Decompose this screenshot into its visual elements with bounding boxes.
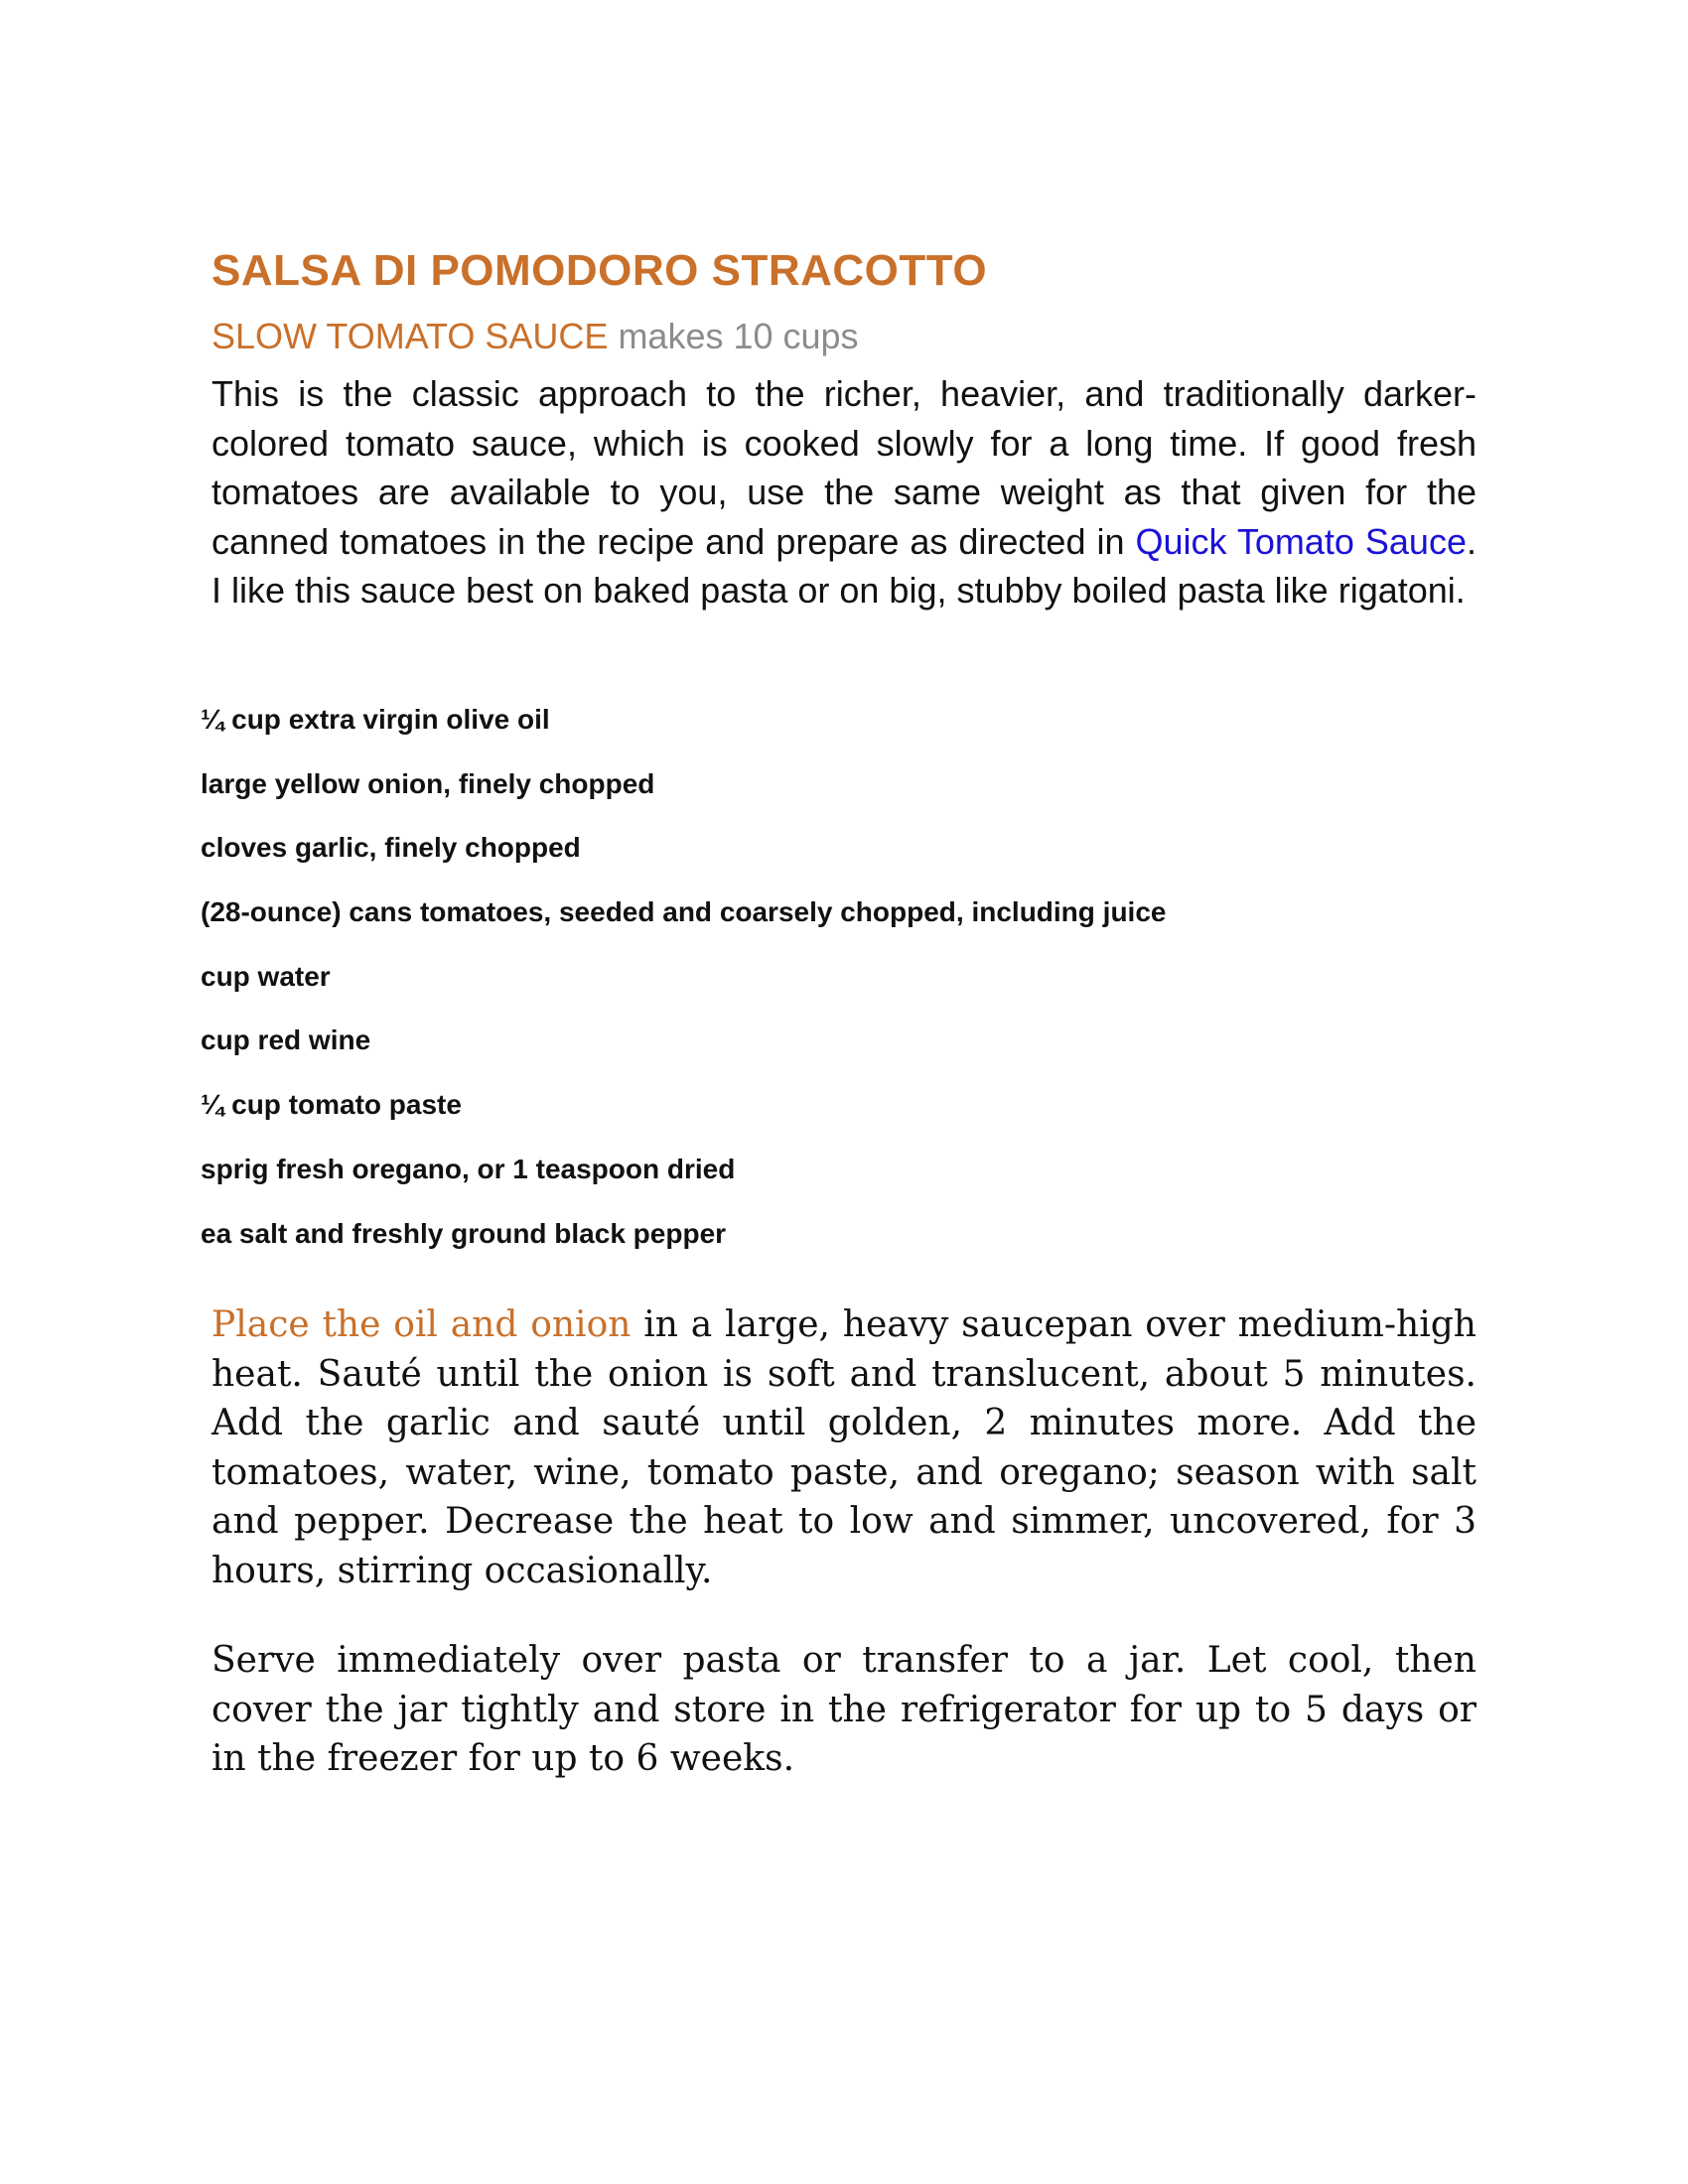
recipe-yield: makes 10 cups	[618, 316, 859, 356]
recipe-subtitle	[211, 316, 859, 357]
ingredient-item: ea salt and freshly ground black pepper	[201, 1217, 727, 1249]
ingredient-item: sprig fresh oregano, or 1 teaspoon dried	[201, 1153, 736, 1184]
quick-tomato-sauce-link[interactable]: Quick Tomato Sauce	[1135, 520, 1467, 562]
ingredient-item: ¼ cup tomato paste	[201, 1089, 462, 1121]
intro-text-before-link: This is the classic approach to the richer, heavier, and traditionally darker-colored tomato sauce, which is cooked slowly for a long time. If good fresh tomatoes are available to you, use the same weight as that given for the canned tomatoes in the recipe and prepare as directed in	[211, 373, 1477, 562]
english-title: SLOW TOMATO SAUCE	[211, 316, 609, 356]
ingredient-list	[201, 700, 1491, 1278]
intro-text-after-link: . I like this sauce best on baked pasta or on big, stubby boiled pasta like rigatoni.	[211, 520, 1477, 611]
ingredient-item: (28-ounce) cans tomatoes, seeded and coarsely chopped, including juice	[201, 896, 1167, 928]
method-step-1-lead: Place the oil and onion	[211, 1304, 632, 1345]
ingredient-item: large yellow onion, finely chopped	[201, 767, 655, 799]
ingredient-item: ¼ cup extra virgin olive oil	[201, 704, 550, 735]
ingredient-item: cup water	[201, 960, 331, 992]
recipe-intro	[211, 369, 1477, 615]
method-step-2: Serve immediately over pasta or transfer to a jar. Let cool, then cover the jar tightly and store in the refrigerator for up to 5 days or in the freezer for up to 6 weeks.	[211, 1640, 1477, 1779]
method-step-1	[211, 1300, 1477, 1595]
recipe-title: SALSA DI POMODORO STRACOTTO	[211, 246, 988, 295]
method-step-1-text: in a large, heavy saucepan over medium-high heat. Sauté until the onion is soft and translucent, about 5 minutes. Add the garlic and sauté until golden, 2 minutes more. Add the tomatoes, water, wine, tomato paste, and oregano; season with salt and pepper. Decrease the heat to low and simmer, uncovered, for 3 hours, stirring occasionally.	[211, 1304, 1477, 1591]
ingredient-item: cup red wine	[201, 1024, 371, 1056]
recipe-method	[211, 1300, 1477, 1825]
ingredient-item: cloves garlic, finely chopped	[201, 832, 581, 864]
